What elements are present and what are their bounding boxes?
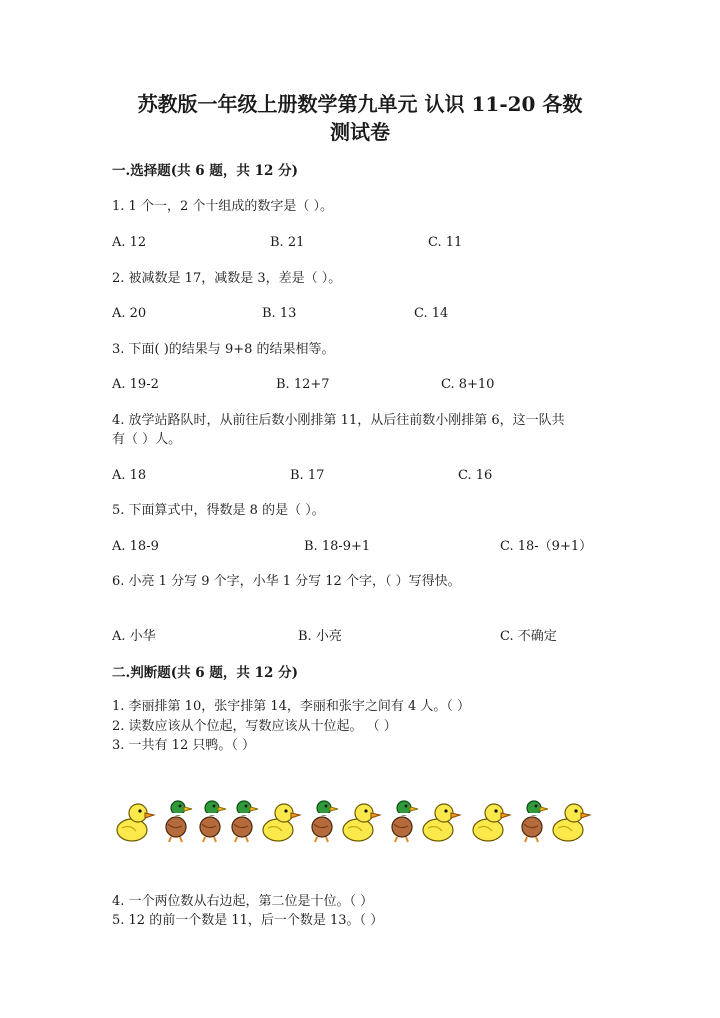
question-5-text: 5. 下面算式中，得数是 8 的是（ ）。: [112, 503, 325, 518]
question-3-text: 3. 下面( )的结果与 9+8 的结果相等。: [112, 342, 335, 357]
yellow-duck-5: [473, 804, 510, 841]
question-6-option-c[interactable]: C. 不确定: [500, 629, 557, 644]
mallard-duck-6: [522, 801, 548, 842]
question-6-option-b[interactable]: B. 小亮: [298, 629, 342, 644]
judgement-5: 5. 12 的前一个数是 11，后一个数是 13。（ ）: [112, 913, 384, 928]
question-1-text: 1. 1 个一，2 个十组成的数字是（ ）。: [112, 199, 333, 214]
question-1-option-b[interactable]: B. 21: [270, 235, 305, 250]
page-title-line2: 测试卷: [330, 120, 390, 144]
question-2-text: 2. 被减数是 17，减数是 3，差是（ ）。: [112, 271, 342, 286]
question-1-option-a[interactable]: A. 12: [112, 235, 147, 250]
duck-illustration: [112, 796, 592, 844]
question-6-text: 6. 小亮 1 分写 9 个字，小华 1 分写 12 个字，（ ）写得快。: [112, 574, 461, 589]
judgement-1: 1. 李丽排第 10，张宇排第 14，李丽和张宇之间有 4 人。（ ）: [112, 699, 471, 714]
question-5-option-b[interactable]: B. 18-9+1: [304, 539, 371, 554]
page-title-line1: 苏教版一年级上册数学第九单元 认识 11-20 各数: [137, 92, 583, 116]
question-1-option-c[interactable]: C. 11: [428, 235, 463, 250]
mallard-duck-1: [166, 801, 192, 842]
yellow-duck-4: [423, 804, 460, 841]
mallard-duck-3: [232, 801, 258, 842]
judgement-2: 2. 读数应该从个位起，写数应该从十位起。 （ ）: [112, 719, 397, 734]
question-3-option-a[interactable]: A. 19-2: [112, 377, 159, 392]
question-2-option-c[interactable]: C. 14: [414, 306, 449, 321]
question-4-option-c[interactable]: C. 16: [458, 468, 493, 483]
yellow-duck-2: [263, 804, 300, 841]
judgement-3: 3. 一共有 12 只鸭。（ ）: [112, 738, 255, 753]
section-heading-judgement: 二.判断题(共 6 题，共 12 分): [112, 665, 298, 681]
mallard-duck-2: [200, 801, 226, 842]
question-5-option-a[interactable]: A. 18-9: [112, 539, 159, 554]
question-2-option-a[interactable]: A. 20: [112, 306, 147, 321]
section-heading-choice: 一.选择题(共 6 题，共 12 分): [112, 163, 298, 179]
question-4-option-a[interactable]: A. 18: [112, 468, 147, 483]
judgement-4: 4. 一个两位数从右边起，第二位是十位。（ ）: [112, 894, 374, 909]
question-4-text-line1: 4. 放学站路队时，从前往后数小刚排第 11，从后往前数小刚排第 6，这一队共: [112, 413, 565, 428]
question-6-option-a[interactable]: A. 小华: [112, 629, 156, 644]
question-2-option-b[interactable]: B. 13: [262, 306, 297, 321]
question-3-option-c[interactable]: C. 8+10: [441, 377, 495, 392]
question-5-option-c[interactable]: C. 18-（9+1）: [500, 539, 593, 554]
question-3-option-b[interactable]: B. 12+7: [276, 377, 330, 392]
question-4-option-b[interactable]: B. 17: [290, 468, 325, 483]
mallard-duck-5: [392, 801, 418, 842]
yellow-duck-6: [553, 804, 590, 841]
yellow-duck-3: [343, 804, 380, 841]
mallard-duck-4: [312, 801, 338, 842]
yellow-duck-1: [117, 804, 154, 841]
question-4-text-line2: 有（ ）人。: [112, 432, 182, 447]
